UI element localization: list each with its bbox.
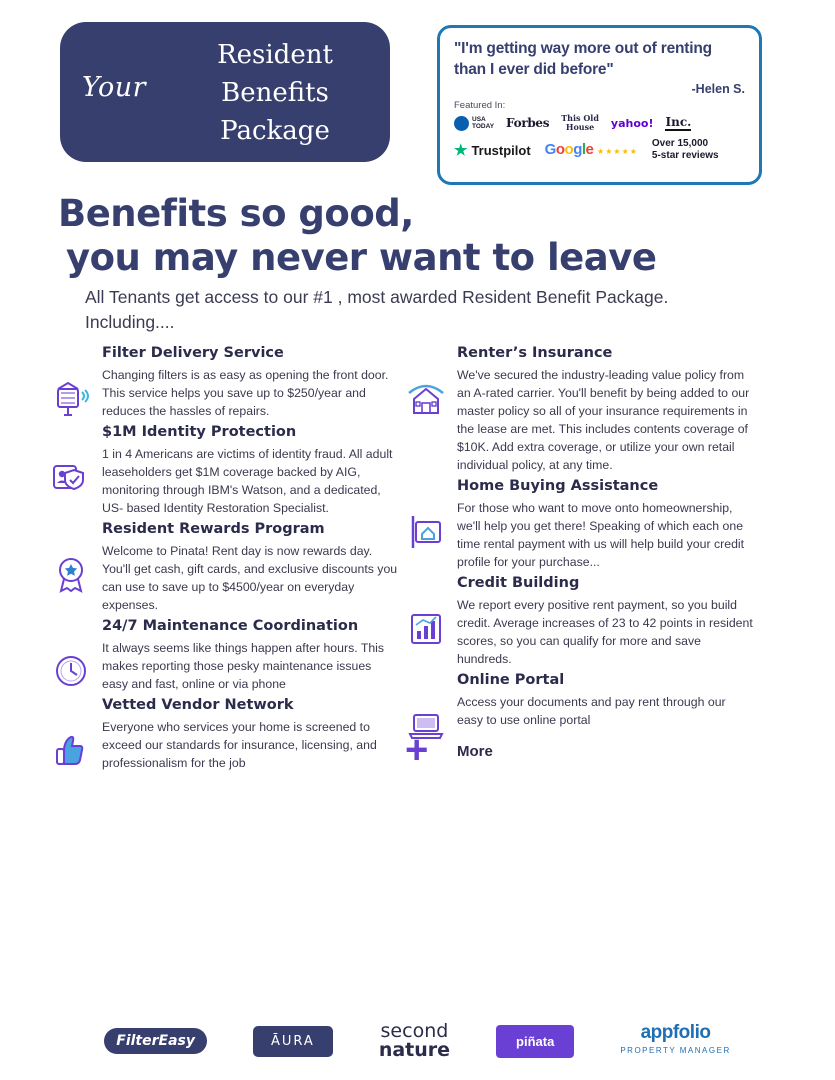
benefit-body: 1 in 4 Americans are victims of identity fraud. All adult leaseholders get $1M coverage backed by AIG, monitoring through IBM's Watson, and a dedicated, US- based Identity Restoration Specialist. bbox=[102, 447, 393, 515]
filtereasy-logo: FilterEasy bbox=[104, 1028, 207, 1054]
benefit-item bbox=[40, 618, 400, 693]
second-nature-logo bbox=[379, 1022, 450, 1060]
press-logo-row-1 bbox=[454, 114, 745, 132]
subheadline: All Tenants get access to our #1 , most awarded Resident Benefit Package. Including.... bbox=[85, 287, 669, 332]
google-logo: Google ★★★★★ bbox=[544, 141, 638, 158]
benefit-body: For those who want to move onto homeownership, we'll help you get there! Speaking of which each one time rental payment with us will help build your credit profile for your purchase... bbox=[457, 501, 745, 569]
benefit-title: 24/7 Maintenance Coordination bbox=[102, 618, 359, 634]
trustpilot-star-icon: ★ bbox=[454, 142, 468, 159]
appfolio-name: appfolio bbox=[640, 1021, 711, 1043]
benefit-body: Changing filters is as easy as opening the front door. This service helps you save up to $250/year and reduces the hassles of repairs. bbox=[102, 368, 389, 418]
title-script-word: Your bbox=[82, 72, 147, 103]
testimonial-author: -Helen S. bbox=[691, 82, 745, 96]
appfolio-tagline: PROPERTY MANAGER bbox=[620, 1045, 731, 1055]
benefit-item bbox=[395, 575, 755, 668]
benefit-item bbox=[40, 345, 400, 420]
second-nature-line-2: nature bbox=[378, 1039, 451, 1061]
benefit-title: $1M Identity Protection bbox=[102, 424, 297, 440]
trustpilot-logo bbox=[454, 141, 531, 159]
benefit-title: Online Portal bbox=[457, 672, 565, 688]
appfolio-logo bbox=[620, 1021, 731, 1059]
reviews-count bbox=[652, 138, 719, 162]
more-benefits-row bbox=[395, 728, 755, 772]
benefit-title: Credit Building bbox=[457, 575, 580, 591]
benefit-item bbox=[40, 424, 400, 517]
headline-line-1: Benefits so good, bbox=[58, 192, 414, 235]
page-title bbox=[58, 192, 758, 280]
benefit-body: Everyone who services your home is screened to exceed our standards for insurance, licensing, and professionalism for the job bbox=[102, 720, 377, 770]
forbes-logo: Forbes bbox=[506, 116, 550, 130]
benefits-column-left bbox=[40, 345, 400, 776]
benefit-body: It always seems like things happen after hours. This makes reporting those pesky maintenance issues easy and fast, online or via phone bbox=[102, 641, 385, 691]
this-old-house-logo bbox=[561, 114, 599, 132]
second-nature-line-1: second bbox=[380, 1020, 449, 1042]
partner-logo-bar bbox=[0, 1022, 835, 1060]
this-old-house-line-2: House bbox=[565, 122, 595, 132]
usa-today-circle-icon bbox=[454, 116, 469, 131]
benefit-body: We report every positive rent payment, so you build credit. Average increases of 23 to 42 points in resident scores, so you can qualify for more and save hundreds. bbox=[457, 598, 753, 666]
plus-icon: + bbox=[405, 728, 429, 772]
benefit-title: Vetted Vendor Network bbox=[102, 697, 294, 713]
benefit-body: We've secured the industry-leading value policy from an A-rated carrier. You'll benefit by being added to our master policy so all of your insurance requirements in the lease are met. This includes contents coverage of $10K. Add extra coverage, or utilize your own retail individual policy, at any time. bbox=[457, 368, 750, 472]
for-sale-sign-icon bbox=[403, 508, 449, 554]
pinata-logo: piñata bbox=[496, 1025, 574, 1058]
press-logo-row-2 bbox=[454, 138, 745, 162]
bar-chart-icon bbox=[403, 605, 449, 651]
usa-today-logo bbox=[454, 116, 494, 131]
headline-line-2: you may never want to leave bbox=[66, 236, 657, 279]
title-box bbox=[60, 22, 390, 162]
benefit-item bbox=[395, 672, 755, 729]
benefit-body: Access your documents and pay rent through our easy to use online portal bbox=[457, 695, 726, 727]
benefit-item bbox=[395, 345, 755, 474]
usa-today-line-1: USA bbox=[472, 116, 486, 123]
rewards-badge-icon bbox=[48, 551, 94, 597]
title-line-1: Resident bbox=[217, 40, 333, 70]
testimonial-quote: "I'm getting way more out of renting than I ever did before" bbox=[454, 40, 712, 78]
benefit-title: Filter Delivery Service bbox=[102, 345, 284, 361]
benefit-item bbox=[40, 697, 400, 772]
thumbs-up-icon bbox=[48, 727, 94, 773]
title-stack bbox=[170, 36, 380, 150]
reviews-line-1: Over 15,000 bbox=[651, 138, 709, 149]
benefit-title: Renter’s Insurance bbox=[457, 345, 613, 361]
title-line-3: Package bbox=[220, 116, 330, 146]
yahoo-logo: yahoo! bbox=[610, 116, 654, 130]
benefit-title: Resident Rewards Program bbox=[102, 521, 325, 537]
title-line-2: Benefits bbox=[221, 78, 329, 108]
inc-logo: Inc. bbox=[665, 115, 692, 129]
usa-today-line-2: TODAY bbox=[472, 123, 495, 130]
clock-icon bbox=[48, 648, 94, 694]
benefit-item bbox=[40, 521, 400, 614]
this-old-house-line-1: This Old bbox=[561, 113, 599, 123]
more-label: More bbox=[457, 743, 493, 760]
benefit-body: Welcome to Pinata! Rent day is now rewards day. You'll get cash, gift cards, and exclusive discounts you can use to save up to $4500/year on everyday expenses. bbox=[102, 544, 398, 612]
google-stars-icon: ★★★★★ bbox=[597, 147, 638, 156]
benefit-item bbox=[395, 478, 755, 571]
aura-logo: ĀURA bbox=[253, 1026, 333, 1057]
benefit-title: Home Buying Assistance bbox=[457, 478, 659, 494]
trustpilot-label: Trustpilot bbox=[471, 142, 531, 158]
benefits-column-right bbox=[395, 345, 755, 772]
house-umbrella-icon bbox=[403, 375, 449, 421]
filter-delivery-icon bbox=[48, 375, 94, 421]
featured-in-label: Featured In: bbox=[454, 100, 506, 111]
identity-shield-icon bbox=[48, 454, 94, 500]
reviews-line-2: 5-star reviews bbox=[651, 150, 719, 161]
testimonial-box bbox=[437, 25, 762, 185]
